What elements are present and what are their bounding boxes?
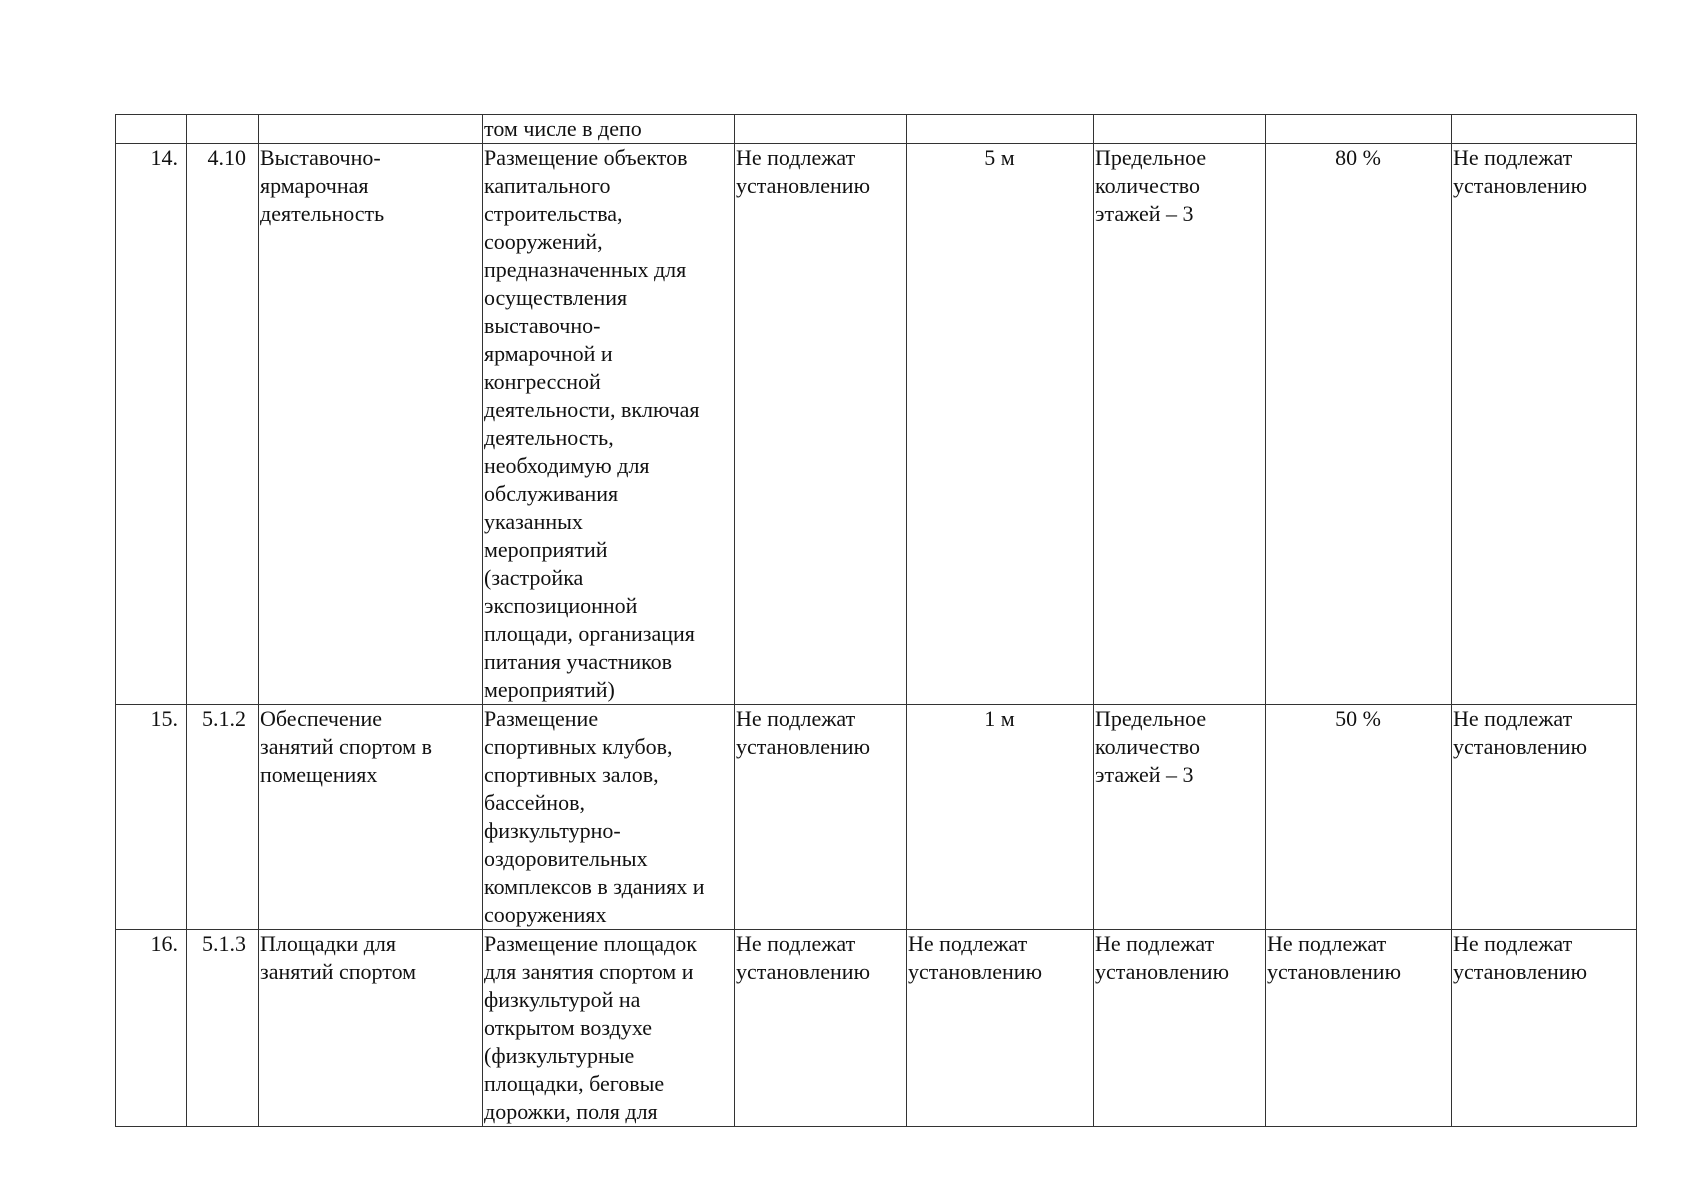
cell-num: 15.: [116, 705, 187, 930]
cell-col9: Не подлежат установлению: [1452, 930, 1637, 1127]
cell-name: [259, 115, 483, 144]
cell-col9: [1452, 115, 1637, 144]
cell-name: Обеспечение занятий спортом в помещениях: [259, 705, 483, 930]
cell-description: Размещение площадок для занятия спортом и физкультурой на открытом воздухе (физкультурные площадки, беговые дорожки, поля для: [483, 930, 735, 1127]
cell-col5: Не подлежат установлению: [735, 705, 907, 930]
table-row: [116, 930, 1637, 1127]
cell-num: 14.: [116, 144, 187, 705]
cell-name: Площадки для занятий спортом: [259, 930, 483, 1127]
cell-col7: [1094, 115, 1266, 144]
table-row: [116, 144, 1637, 705]
cell-col6: Не подлежат установлению: [907, 930, 1094, 1127]
cell-col7: Предельное количество этажей – 3: [1094, 705, 1266, 930]
cell-code: [187, 115, 259, 144]
cell-col7: Предельное количество этажей – 3: [1094, 144, 1266, 705]
cell-description: том числе в депо: [483, 115, 735, 144]
cell-col5: Не подлежат установлению: [735, 144, 907, 705]
cell-col9: Не подлежат установлению: [1452, 144, 1637, 705]
cell-name: Выставочно- ярмарочная деятельность: [259, 144, 483, 705]
cell-col5: Не подлежат установлению: [735, 930, 907, 1127]
cell-col6: 1 м: [907, 705, 1094, 930]
cell-col8: Не подлежат установлению: [1266, 930, 1452, 1127]
cell-col8: 80 %: [1266, 144, 1452, 705]
cell-col6: [907, 115, 1094, 144]
cell-code: 4.10: [187, 144, 259, 705]
cell-col6: 5 м: [907, 144, 1094, 705]
table-row-continuation: [116, 115, 1637, 144]
cell-num: [116, 115, 187, 144]
cell-col5: [735, 115, 907, 144]
cell-col9: Не подлежат установлению: [1452, 705, 1637, 930]
cell-description: Размещение спортивных клубов, спортивных залов, бассейнов, физкультурно- оздоровительных комплексов в зданиях и сооружениях: [483, 705, 735, 930]
cell-code: 5.1.3: [187, 930, 259, 1127]
table-row: [116, 705, 1637, 930]
regulations-table: [115, 114, 1637, 1127]
cell-code: 5.1.2: [187, 705, 259, 930]
cell-col8: 50 %: [1266, 705, 1452, 930]
cell-col8: [1266, 115, 1452, 144]
cell-col7: Не подлежат установлению: [1094, 930, 1266, 1127]
cell-num: 16.: [116, 930, 187, 1127]
cell-description: Размещение объектов капитального строительства, сооружений, предназначенных для осуществления выставочно- ярмарочной и конгрессной деятельности, включая деятельность, необходимую для обслуживания указанных мероприятий (застройка экспозиционной площади, организация питания участников мероприятий): [483, 144, 735, 705]
